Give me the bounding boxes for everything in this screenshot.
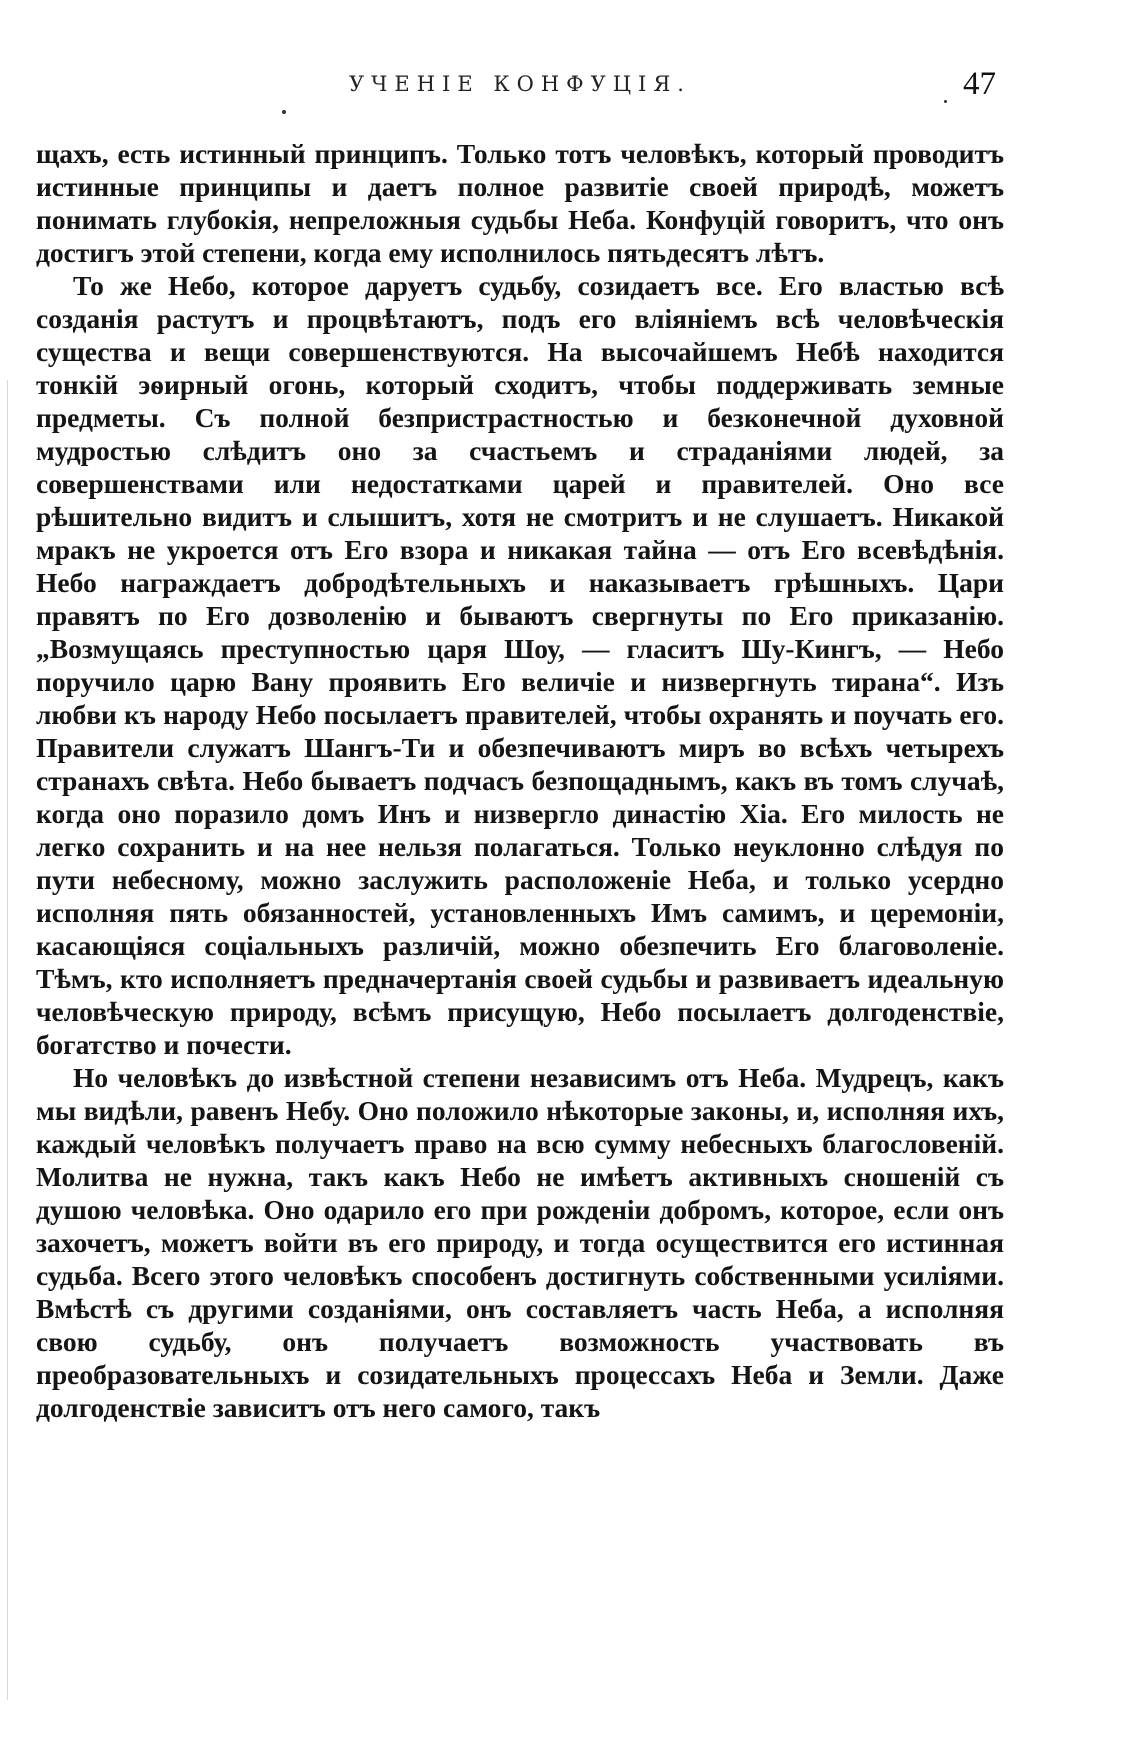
- paragraph-continued: щахъ, есть истинный принципъ. Только тотъ человѣкъ, который проводитъ истинные принципы и даетъ полное развитіе своей природѣ, можетъ понимать глубокія, непреложныя судьбы Неба. Конфуцій говоритъ, что онъ достигъ этой степени, когда ему исполнилось пятьдесятъ лѣтъ.: [36, 138, 1004, 268]
- paragraph: То же Небо, которое даруетъ судьбу, созидаетъ все. Его властью всѣ созданія растутъ и процвѣтаютъ, подъ его вліяніемъ всѣ человѣческія существа и вещи совершенствуются. На высочайшемъ Небѣ находится тонкій эѳирный огонь, который сходитъ, чтобы поддерживать земные предметы. Съ полной безпристрастностью и безконечной духовной мудростью слѣдитъ оно за счастьемъ и страданіями людей, за совершенствами или недостатками царей и правителей. Оно все рѣшительно видитъ и слышитъ, хотя не смотритъ и не слушаетъ. Никакой мракъ не укроется отъ Его взора и никакая тайна — отъ Его всевѣдѣнія. Небо награждаетъ добродѣтельныхъ и наказываетъ грѣшныхъ. Цари правятъ по Его дозволенію и бываютъ свергнуты по Его приказанію. „Возмущаясь преступностью царя Шоу, — гласитъ Шу-Кингъ, — Небо поручило царю Вану проявить Его величіе и низвергнуть тирана“. Изъ любви къ народу Небо посылаетъ правителей, чтобы охранять и поучать его. Правители служатъ Шангъ-Ти и обезпечиваютъ миръ во всѣхъ четырехъ странахъ свѣта. Небо бываетъ подчасъ безпощаднымъ, какъ въ томъ случаѣ, когда оно поразило домъ Инъ и низвергло династію Хіа. Его милость не легко сохранить и на нее нельзя полагаться. Только неуклонно слѣдуя по пути небесному, можно заслужить расположеніе Неба, и только усердно исполняя пять обязанностей, установленныхъ Имъ самимъ, и церемоніи, касающіяся соціальныхъ различій, можно обезпечить Его благоволеніе. Тѣмъ, кто исполняетъ предначертанія своей судьбы и развиваетъ идеальную человѣческую природу, всѣмъ присущую, Небо посылаетъ долгоденствіе, богатство и почести.: [36, 270, 1004, 1060]
- body-text: [36, 137, 1004, 1424]
- scan-speck: [282, 110, 286, 114]
- paragraph: Но человѣкъ до извѣстной степени независимъ отъ Неба. Мудрецъ, какъ мы видѣли, равенъ Небу. Оно положило нѣкоторые законы, и, исполняя ихъ, каждый человѣкъ получаетъ право на всю сумму небесныхъ благословеній. Молитва не нужна, такъ какъ Небо не имѣетъ активныхъ сношеній съ душою человѣка. Оно одарило его при рожденіи добромъ, которое, если онъ захочетъ, можетъ войти въ его природу, и тогда осуществится его истинная судьба. Всего этого человѣкъ способенъ достигнуть собственными усиліями. Вмѣстѣ съ другими созданіями, онъ составляетъ часть Неба, а исполняя свою судьбу, онъ получаетъ возможность участвовать въ преобразовательныхъ и созидательныхъ процессахъ Неба и Земли. Даже долгоденствіе зависитъ отъ него самого, такъ: [36, 1062, 1004, 1423]
- running-title: УЧЕНІЕ КОНФУЦІЯ.: [349, 72, 691, 96]
- page-number: 47: [963, 66, 996, 102]
- scan-margin-line: [7, 380, 8, 1700]
- running-head: [36, 66, 1004, 106]
- scan-speck: [944, 100, 947, 103]
